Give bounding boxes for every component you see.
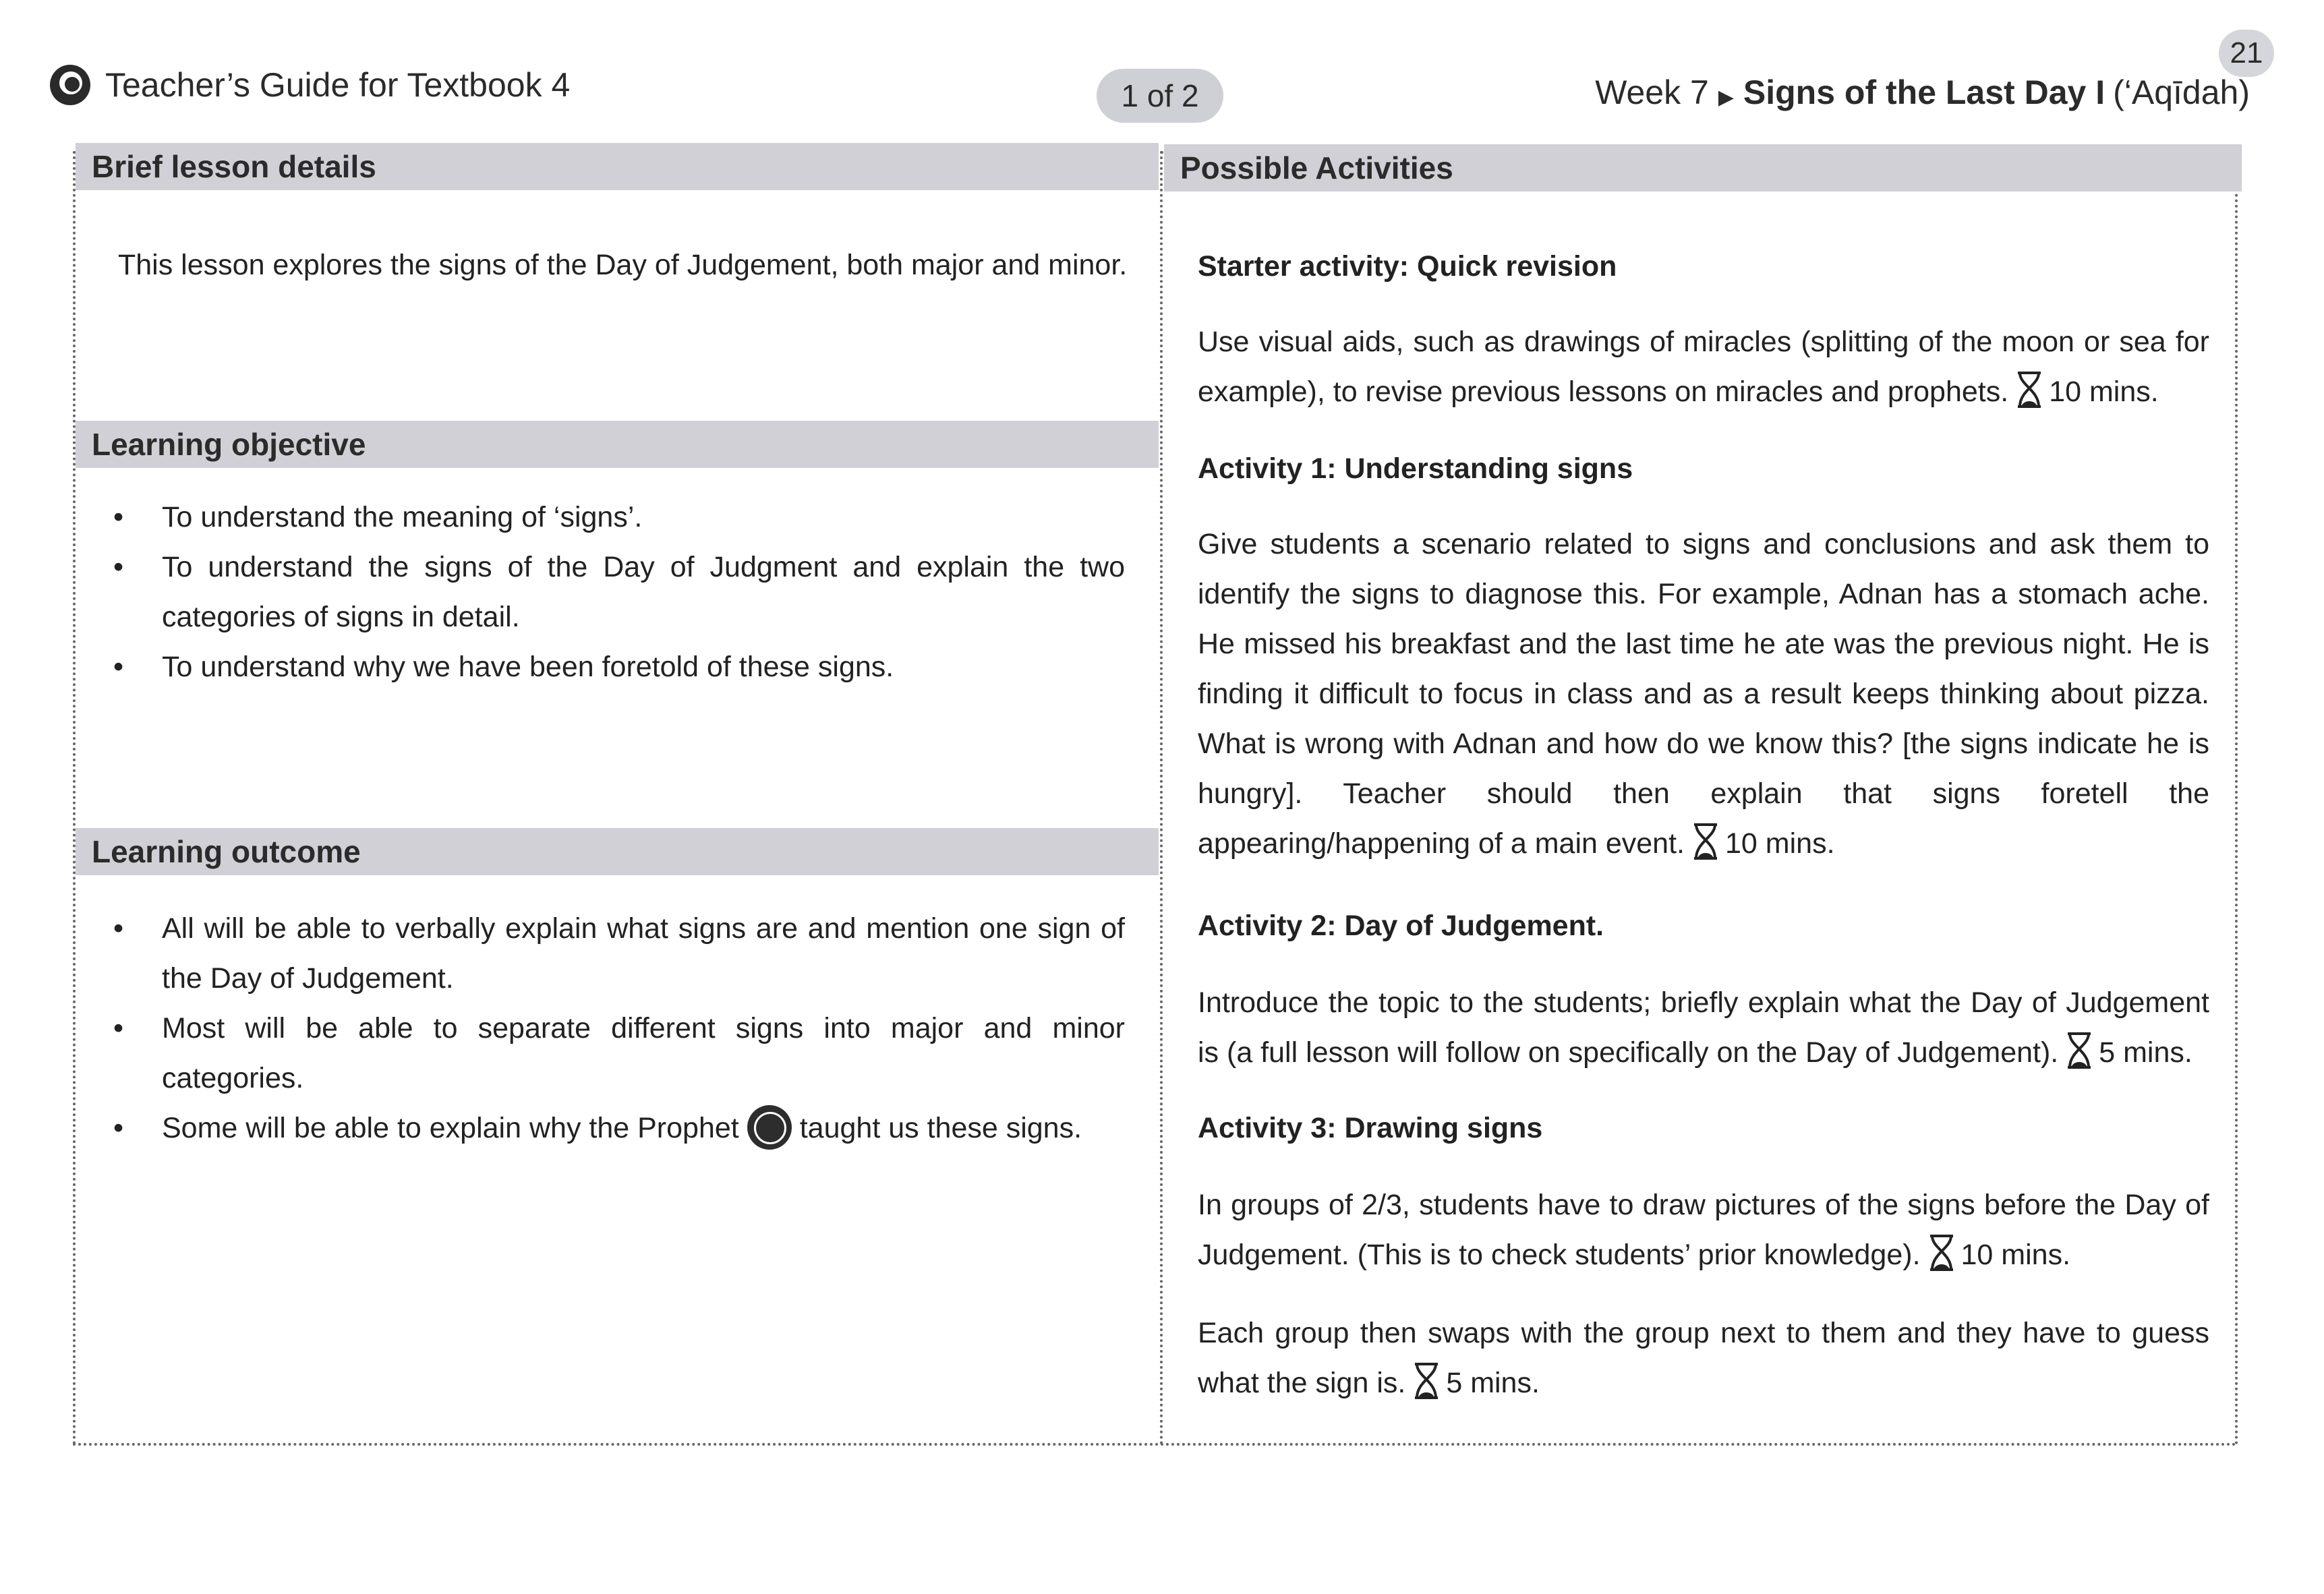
learning-outcome-list xyxy=(113,904,1125,1153)
activity-3-heading: Activity 3: Drawing signs xyxy=(1198,1112,1543,1144)
possible-activities-heading: Possible Activities xyxy=(1164,144,2242,191)
activity-3-text-1: In groups of 2/3, students have to draw pictures of the signs before the Day of Judgement. (This is to check students’ prior knowledge). xyxy=(1198,1189,2209,1271)
column-divider xyxy=(1160,151,1163,1446)
brief-lesson-text: This lesson explores the signs of the Day of Judgement, both major and minor. xyxy=(118,249,1128,281)
starter-activity-body xyxy=(1198,317,2209,417)
hourglass-icon xyxy=(2064,1031,2095,1070)
running-header-right xyxy=(1595,73,2250,112)
lesson-category: (‘Aqīdah) xyxy=(2113,73,2250,111)
week-label: Week 7 xyxy=(1595,73,1709,111)
outcome-text-after: taught us these signs. xyxy=(799,1112,1082,1144)
hourglass-icon xyxy=(1926,1233,1957,1272)
list-item xyxy=(113,1103,1125,1153)
activity-3-body-1 xyxy=(1198,1180,2209,1280)
hourglass-icon xyxy=(2014,370,2045,409)
hourglass-icon xyxy=(1411,1361,1442,1400)
activity-1-title xyxy=(1198,444,2209,494)
book-title: Teacher’s Guide for Textbook 4 xyxy=(105,66,571,104)
list-item: • To understand the meaning of ‘signs’. xyxy=(113,492,1125,542)
time-label: 5 mins. xyxy=(1446,1367,1540,1399)
pagination-badge: 1 of 2 xyxy=(1097,69,1223,123)
learning-objective-list xyxy=(113,492,1125,692)
activity-1-heading: Activity 1: Understanding signs xyxy=(1198,452,1633,485)
list-item: • To understand why we have been foretold of these signs. xyxy=(113,642,1125,692)
activity-2-body xyxy=(1198,978,2209,1078)
activity-3-body-2 xyxy=(1198,1308,2209,1408)
outcome-text-before: Some will be able to explain why the Prophet xyxy=(162,1112,739,1144)
publisher-logo-icon xyxy=(50,65,90,105)
starter-activity-heading: Starter activity: Quick revision xyxy=(1198,250,1617,283)
activity-2-heading: Activity 2: Day of Judgement. xyxy=(1198,910,1604,942)
learning-objective-heading: Learning objective xyxy=(76,421,1159,468)
time-label: 10 mins. xyxy=(1725,827,1835,860)
activity-2-title xyxy=(1198,901,2209,951)
brief-lesson-details-heading: Brief lesson details xyxy=(76,143,1159,190)
lesson-topic: Signs of the Last Day I xyxy=(1743,73,2105,111)
list-item: • To understand the signs of the Day of Judgment and explain the two categories of signs in detail. xyxy=(113,542,1125,642)
starter-activity-title xyxy=(1198,241,2209,291)
list-item: • Most will be able to separate different signs into major and minor categories. xyxy=(113,1003,1125,1103)
learning-outcome-heading: Learning outcome xyxy=(76,828,1159,875)
time-label: 10 mins. xyxy=(1960,1239,2071,1271)
salutation-seal-icon xyxy=(747,1105,792,1150)
activity-3-title xyxy=(1198,1103,2209,1153)
running-header-left xyxy=(50,65,570,105)
starter-activity-text: Use visual aids, such as drawings of miracles (splitting of the moon or sea for example), to revise previous lessons on miracles and prophets. xyxy=(1198,326,2209,408)
activity-2-text: Introduce the topic to the students; briefly explain what the Day of Judgement is (a full lesson will follow on specifically on the Day of Judgement). xyxy=(1198,986,2209,1069)
page-number: 21 xyxy=(2219,30,2274,77)
hourglass-icon xyxy=(1690,822,1721,861)
activity-1-body xyxy=(1198,519,2209,868)
list-item: • All will be able to verbally explain what signs are and mention one sign of the Day of Judgement. xyxy=(113,904,1125,1003)
activity-3-text-2: Each group then swaps with the group next to them and they have to guess what the sign is. xyxy=(1198,1317,2209,1399)
triangle-right-icon: ▶ xyxy=(1718,86,1734,109)
time-label: 10 mins. xyxy=(2049,376,2159,408)
time-label: 5 mins. xyxy=(2099,1036,2192,1069)
activity-1-text: Give students a scenario related to signs and conclusions and ask them to identify the signs to diagnose this. For example, Adnan has a stomach ache. He missed his breakfast and the last time he ate was the previous night. He is finding it difficult to focus in class and as a result keeps thinking about pizza. What is wrong with Adnan and how do we know this? [the signs indicate he is hungry]. Teacher should then explain that signs foretell the appearing/happening of a main event. xyxy=(1198,528,2209,860)
